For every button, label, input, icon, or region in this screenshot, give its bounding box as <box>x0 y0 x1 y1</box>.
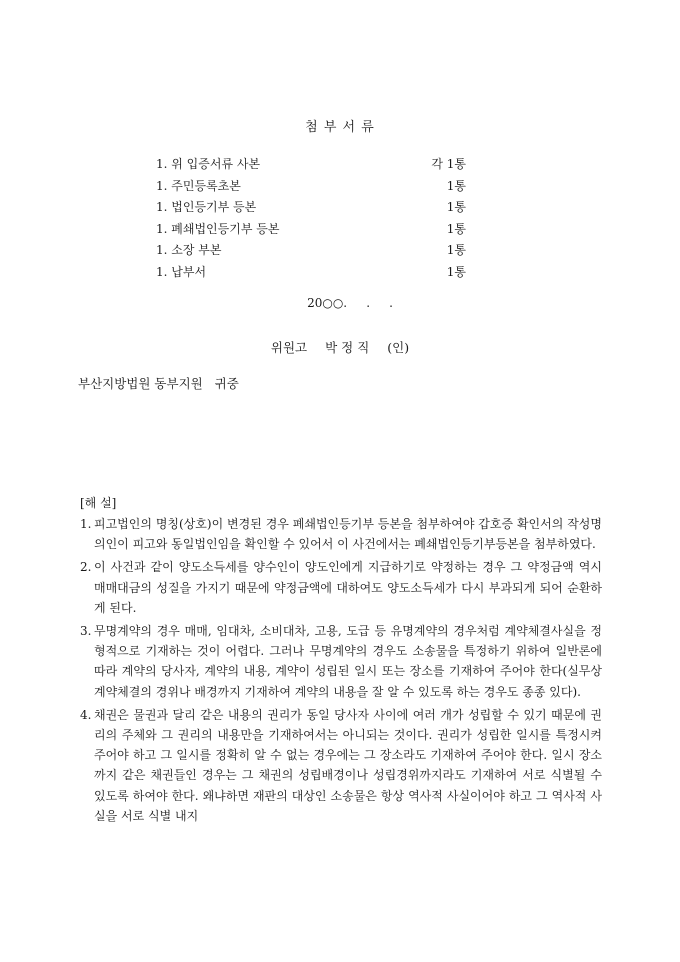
note-number: 4. <box>80 707 92 722</box>
attachment-label: 1. 법인등기부 등본 <box>156 200 257 214</box>
note-text: 이 사건과 같이 양도소득세를 양수인이 양도인에게 지급하기로 약정하는 경우 그 약정금액 역시 매매대금의 성질을 가지기 때문에 약정금액에 대하여도 양도소득세가 다시 부과되게 되어 순환하게 된다. <box>94 560 602 615</box>
commentary-note <box>80 705 602 826</box>
attachment-item <box>156 197 466 219</box>
attachment-item <box>156 176 466 198</box>
note-number: 2. <box>80 560 92 575</box>
document-title: 첨 부 서 류 <box>305 120 375 135</box>
commentary-note <box>80 514 602 554</box>
signature-seal: (인) <box>387 340 410 355</box>
commentary-note <box>80 621 602 702</box>
attachment-item <box>156 219 466 241</box>
attachment-qty: 1통 <box>446 243 466 257</box>
court-addressee: 부산지방법원 동부지원 귀중 <box>78 376 239 391</box>
attachment-qty: 1통 <box>446 264 466 279</box>
note-number: 3. <box>80 624 92 639</box>
attachment-item <box>156 154 466 176</box>
attachment-list <box>156 154 466 283</box>
attachment-qty: 1통 <box>446 221 466 236</box>
attachment-label: 1. 소장 부본 <box>156 243 222 257</box>
note-text: 피고법인의 명칭(상호)이 변경된 경우 폐쇄법인등기부 등본을 첨부하여야 갑호증 확인서의 작성명의인이 피고와 동일법인임을 확인할 수 있어서 이 사건에서는 폐쇄법인등기부등본을 첨부하였다. <box>94 517 602 552</box>
note-text: 무명계약의 경우 매매, 임대차, 소비대차, 고용, 도급 등 유명계약의 경우처럼 계약체결사실을 정형적으로 기재하는 것이 어렵다. 그러나 무명계약의 경우도 소송물을 특정하기 위하여 일반론에 따라 계약의 당사자, 계약의 내용, 계약이 성립된 일시 또는 장소를 기재하여 주어야 한다(실무상 계약체결의 경위나 배경까지 기재하여 계약의 내용을 잘 알 수 있도록 하는 경우도 종종 있다). <box>94 624 602 699</box>
commentary-heading: [해 설] <box>80 496 117 510</box>
attachment-qty: 1통 <box>446 200 466 214</box>
attachment-label: 1. 납부서 <box>156 264 207 279</box>
commentary-note <box>80 557 602 618</box>
attachment-label: 1. 폐쇄법인등기부 등본 <box>156 221 280 236</box>
attachment-qty: 1통 <box>446 178 466 193</box>
document-date: 20○○. . . <box>307 296 393 310</box>
commentary-notes <box>80 514 602 829</box>
attachment-item <box>156 240 466 262</box>
attachment-item <box>156 262 466 284</box>
signature-name: 박 정 직 <box>325 340 370 355</box>
note-number: 1. <box>80 517 92 531</box>
note-text: 채권은 물권과 달리 같은 내용의 권리가 동일 당사자 사이에 여러 개가 성립할 수 있기 때문에 권리의 주체와 그 권리의 내용만을 기재하여서는 아니되는 것이다. 권리가 성립한 일시를 특정시켜 주어야 하고 그 일시를 정확히 알 수 없는 경우에는 그 장소라도 기재하여 주어야 한다. 일시 장소까지 같은 채권들인 경우는 그 채권의 성립배경이나 성립경위까지라도 기재하여 서로 식별될 수 있도록 하여야 한다. 왜냐하면 재판의 대상인 소송물은 항상 역사적 사실이어야 하고 그 역사적 사실을 서로 식별 내지 <box>94 707 602 823</box>
attachment-label: 1. 주민등록초본 <box>156 178 241 193</box>
signature-role: 위원고 <box>270 340 308 355</box>
signature-line <box>0 338 680 356</box>
attachment-label: 1. 위 입증서류 사본 <box>156 157 261 171</box>
attachment-qty: 각 1통 <box>431 157 466 171</box>
